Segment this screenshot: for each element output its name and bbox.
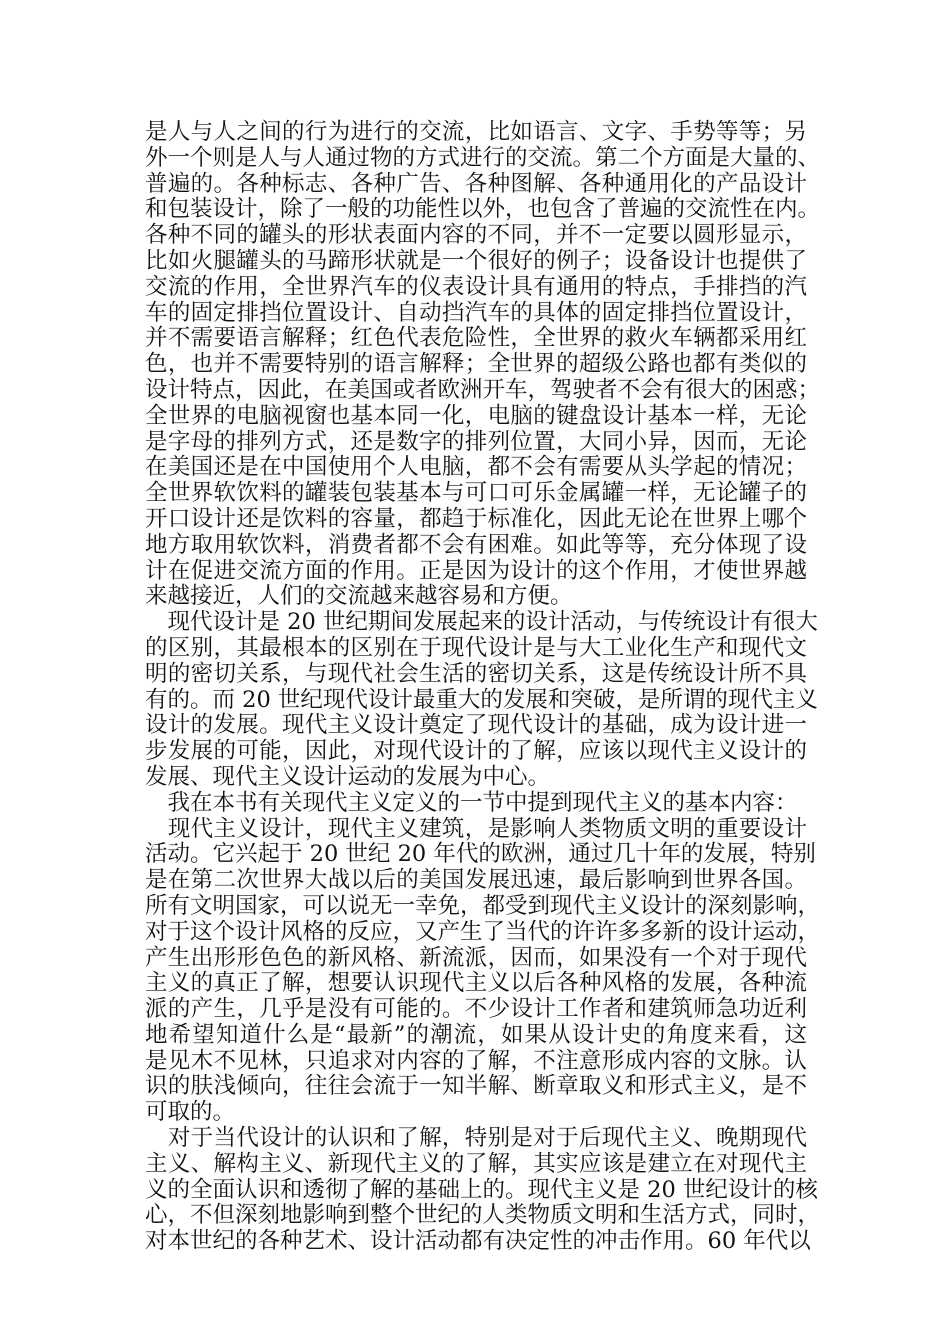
text-line: 并不需要语言解释；红色代表危险性，全世界的救火车辆都采用红 xyxy=(145,325,807,352)
text-line: 产生出形形色色的新风格、新流派，因而，如果没有一个对于现代 xyxy=(145,944,807,971)
text-line: 车的固定排挡位置设计、自动挡汽车的具体的固定排挡位置设计， xyxy=(145,299,807,326)
text-line: 有的。而 20 世纪现代设计最重大的发展和突破，是所谓的现代主义 xyxy=(145,686,818,713)
text-line: 地希望知道什么是“最新”的潮流，如果从设计史的角度来看，这 xyxy=(145,1021,807,1048)
text-line: 义的全面认识和透彻了解的基础上的。现代主义是 20 世纪设计的核 xyxy=(145,1176,818,1203)
text-line: 现代设计是 20 世纪期间发展起来的设计活动，与传统设计有很大 xyxy=(145,609,818,636)
text-line: 是人与人之间的行为进行的交流，比如语言、文字、手势等等；另 xyxy=(145,119,807,145)
text-line: 步发展的可能，因此，对现代设计的了解，应该以现代主义设计的 xyxy=(145,738,807,765)
text-line: 的区别，其最根本的区别在于现代设计是与大工业化生产和现代文 xyxy=(145,634,807,661)
text-line: 主义、解构主义、新现代主义的了解，其实应该是建立在对现代主 xyxy=(145,1150,807,1177)
text-line: 活动。它兴起于 20 世纪 20 年代的欧洲，通过几十年的发展，特别 xyxy=(145,841,816,868)
text-line: 来越接近，人们的交流越来越容易和方便。 xyxy=(145,583,573,610)
text-line: 全世界软饮料的罐装包装基本与可口可乐金属罐一样，无论罐子的 xyxy=(145,480,807,507)
text-line: 设计特点，因此，在美国或者欧洲开车，驾驶者不会有很大的困惑； xyxy=(145,376,821,403)
text-line: 现代主义设计，现代主义建筑，是影响人类物质文明的重要设计 xyxy=(145,815,807,842)
text-line: 开口设计还是饮料的容量，都趋于标准化，因此无论在世界上哪个 xyxy=(145,505,807,532)
text-line: 明的密切关系，与现代社会生活的密切关系，这是传统设计所不具 xyxy=(145,660,807,687)
text-line: 外一个则是人与人通过物的方式进行的交流。第二个方面是大量的、 xyxy=(145,144,821,171)
text-line: 心，不但深刻地影响到整个世纪的人类物质文明和生活方式，同时， xyxy=(145,1202,821,1229)
text-line: 我在本书有关现代主义定义的一节中提到现代主义的基本内容： xyxy=(145,789,798,816)
text-line: 是字母的排列方式，还是数字的排列位置，大同小异，因而，无论 xyxy=(145,428,807,455)
text-line: 是在第二次世界大战以后的美国发展迅速，最后影响到世界各国。 xyxy=(145,867,807,894)
text-line: 色，也并不需要特别的语言解释；全世界的超级公路也都有类似的 xyxy=(145,351,807,378)
text-line: 可取的。 xyxy=(145,1099,236,1126)
text-line: 和包装设计，除了一般的功能性以外，也包含了普遍的交流性在内。 xyxy=(145,196,821,223)
text-line: 全世界的电脑视窗也基本同一化，电脑的键盘设计基本一样，无论 xyxy=(145,402,807,429)
text-line: 所有文明国家，可以说无一幸免，都受到现代主义设计的深刻影响， xyxy=(145,892,821,919)
text-line: 比如火腿罐头的马蹄形状就是一个很好的例子；设备设计也提供了 xyxy=(145,247,807,274)
text-line: 设计的发展。现代主义设计奠定了现代设计的基础，成为设计进一 xyxy=(145,712,807,739)
text-line: 地方取用软饮料，消费者都不会有困难。如此等等，充分体现了设 xyxy=(145,531,807,558)
text-line: 对于这个设计风格的反应，又产生了当代的许许多多新的设计运动， xyxy=(145,918,821,945)
document-page xyxy=(145,119,821,1255)
text-line: 计在促进交流方面的作用。正是因为设计的这个作用，才使世界越 xyxy=(145,557,807,584)
text-line: 对于当代设计的认识和了解，特别是对于后现代主义、晚期现代 xyxy=(145,1125,807,1152)
text-line: 普遍的。各种标志、各种广告、各种图解、各种通用化的产品设计 xyxy=(145,170,807,197)
text-line: 主义的真正了解，想要认识现代主义以后各种风格的发展，各种流 xyxy=(145,970,807,997)
text-line: 交流的作用，全世界汽车的仪表设计具有通用的特点，手排挡的汽 xyxy=(145,273,807,300)
text-line: 在美国还是在中国使用个人电脑，都不会有需要从头学起的情况； xyxy=(145,454,807,481)
text-line: 对本世纪的各种艺术、设计活动都有决定性的冲击作用。60 年代以 xyxy=(145,1228,811,1255)
text-line: 各种不同的罐头的形状表面内容的不同，并不一定要以圆形显示， xyxy=(145,222,807,249)
text-line: 是见木不见林，只追求对内容的了解，不注意形成内容的文脉。认 xyxy=(145,1047,807,1074)
text-line: 发展、现代主义设计运动的发展为中心。 xyxy=(145,763,551,790)
text-line: 识的肤浅倾向，往往会流于一知半解、断章取义和形式主义，是不 xyxy=(145,1073,807,1100)
text-line: 派的产生，几乎是没有可能的。不少设计工作者和建筑师急功近利 xyxy=(145,996,807,1023)
